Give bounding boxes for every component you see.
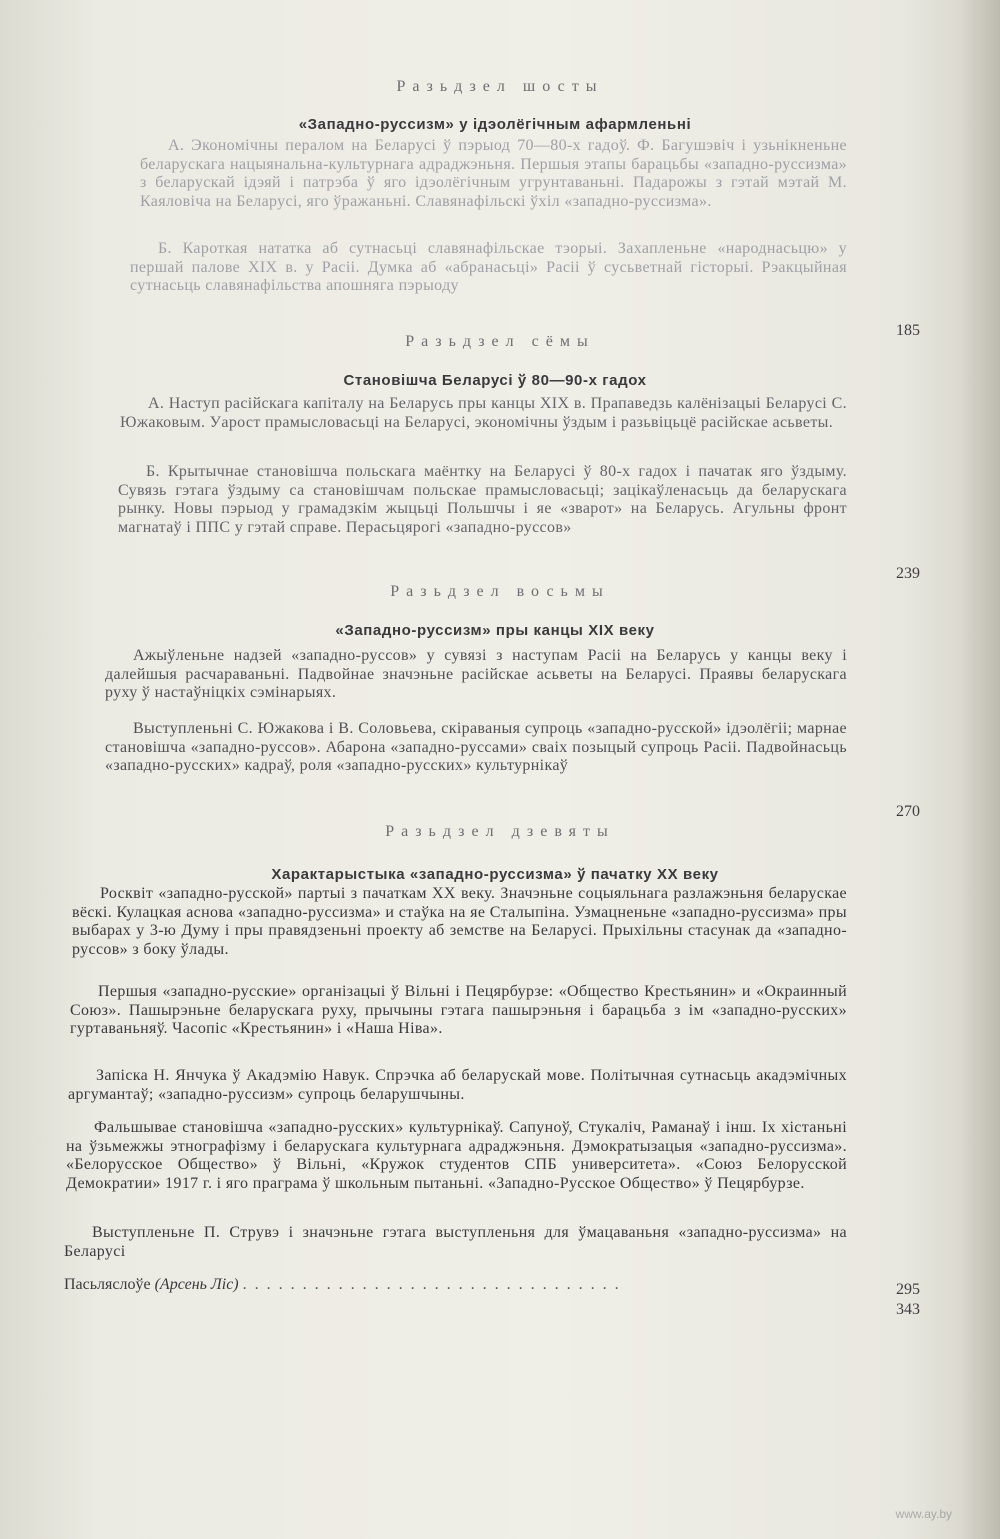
watermark: www.ay.by	[895, 1507, 952, 1521]
section-9-paragraph-5: Выступленьне П. Струвэ і значэньне гэтага выступленьня для ўмацаваньня «западно-руссизма» на Беларусі	[64, 1224, 847, 1260]
section-8-title: «Западно-руссизм» пры канцы XIX веку	[335, 622, 655, 639]
section-8-paragraph-b: Выступленьні С. Южакова і В. Соловьева, скіраваныя супроць «западно-русской» ідэолёгіі; марнае становішча «западно-руссов». Абарона «западно-руссами» сваіх позыцый супроць Расіі. Падвойнасьць «западно-русских» кадраў, роля «западно-русских» культурнікаў	[105, 720, 847, 774]
section-9-title: Характарыстыка «западно-руссизма» ў пачатку XX веку	[271, 866, 719, 883]
section-6-paragraph-b: Б. Кароткая нататка аб сутнасьці славянафільскае тэорыі. Захапленьне «народнасьцю» у першай палове XIX в. у Расіі. Думка аб «абранасьці» Расіі ў сусьветнай гісторыі. Рэакцыйная сутнасьць славянафільства апошняга пэрыоду	[130, 240, 847, 294]
section-7-title: Становішча Беларусі ў 80—90-х гадох	[343, 372, 647, 389]
section-6-paragraph-a: А. Экономічны пералом на Беларусі ў пэрыод 70—80-х гадоў. Ф. Багушэвіч і узьнікненьне беларускага нацыянальна-культурнага адраджэньня. Першыя этапы барацьбы «западно-руссизма» з беларускай ідэяй і патрэба ў яго ідэолёгічным угрунтаваньні. Падарожы з гэтай мэтай М. Каяловіча на Беларусі, яго ўражаньні. Славянафільскі ўхіл «западно-руссизма».	[140, 137, 847, 210]
section-8-label: Разьдзел восьмы	[390, 583, 610, 600]
section-9-paragraph-1: Росквіт «западно-русской» партыі з пачаткам XX веку. Значэньне соцыяльнага разлажэньня беларускае вёскі. Кулацкая аснова «западно-руссизма» и стаўка на яе Сталыпіна. Узмацненьне «западно-руссизма» пры выбарах у 3-ю Думу і пры правядзеньні проекту аб земстве на Беларусі. Прыхільны стасунак да «западно-руссов» з боку ўлады.	[72, 885, 847, 958]
section-7-paragraph-a: А. Наступ расійскага капіталу на Беларусь пры канцы XIX в. Прапаведзь калёнізацыі Беларусі С. Южаковым. Уарост прамысловасьці на Беларусі, экономічны ўздым і разьвіцьцё расійскае асьветы.	[120, 395, 847, 431]
afterword-page-number: 343	[896, 1301, 920, 1318]
section-9-paragraph-2: Першыя «западно-русские» організацыі ў Вільні і Пецярбурзе: «Общество Крестьянин» и «Окраинный Союз». Пашырэньне беларускага руху, прычыны гэтага пашырэньня і барацьба з ім «западно-русских» гуртаваньняў. Часопіс «Крестьянин» і «Наша Ніва».	[70, 983, 847, 1037]
afterword-author: (Арсень Ліс)	[154, 1276, 239, 1293]
section-7-paragraph-b: Б. Крытычнае становішча польскага маёнтку на Беларусі ў 80-х гадох і пачатак яго ўздыму. Сувязь гэтага ўздыму са становішчам польскае прамысловасьці; зацікаўленасьць да беларускага рынку. Новы пэрыод у грамадзкім жыцьці Польшчы і яе «зварот» на Беларусь. Агульны фронт магнатаў і ППС у гэтай справе. Перасьцярогі «западно-руссов»	[118, 463, 847, 536]
section-7-label: Разьдзел сёмы	[405, 333, 595, 350]
section-9-paragraph-3: Запіска Н. Янчука ў Акадэмію Навук. Спрэчка аб беларускай мове. Політычная сутнасьць акадэмічных аргумантаў; «западно-руссизм» супроць беларушчыны.	[68, 1067, 847, 1103]
section-8-paragraph-a: Ажыўленьне надзей «западно-руссов» у сувязі з наступам Расіі на Беларусь у канцы веку і далейшыя расчараваньні. Падвойнае значэньне расійскае асьветы на Беларусі. Праявы беларускага руху ў настаўніцкіх сэмінарыях.	[105, 647, 847, 701]
section-9-page-number: 295	[896, 1281, 920, 1298]
section-6-title: «Западно-руссизм» у ідэолёгічным афармленьні	[298, 116, 692, 133]
book-spine-shadow	[960, 0, 1000, 1539]
afterword-label: Пасьляслоўе	[64, 1276, 151, 1293]
section-8-page-number: 270	[896, 803, 920, 820]
section-6-page-number: 185	[896, 322, 920, 339]
afterword-entry	[64, 1276, 854, 1294]
section-9-label: Разьдзел дзевяты	[385, 823, 615, 840]
section-6-label: Разьдзел шосты	[396, 78, 604, 95]
section-7-page-number: 239	[896, 565, 920, 582]
section-9-paragraph-4: Фальшывае становішча «западно-русских» культурнікаў. Сапуноў, Стукаліч, Раманаў і інш. Іх хістаньні на ўзьмежжы этнографізму і беларускага культурнага адраджэньня. Дэмократызацыя «западно-руссизма». «Белорусское Общество» ў Вільні, «Кружок студентов СПБ университета». «Союз Белорусской Демократии» 1917 г. і яго праграма ў школьным пытаньні. «Западно-Русское Общество» ў Пецярбурзе.	[66, 1119, 847, 1192]
leader-dots: . . . . . . . . . . . . . . . . . . . . . . . . . . . . . . . .	[242, 1276, 621, 1293]
